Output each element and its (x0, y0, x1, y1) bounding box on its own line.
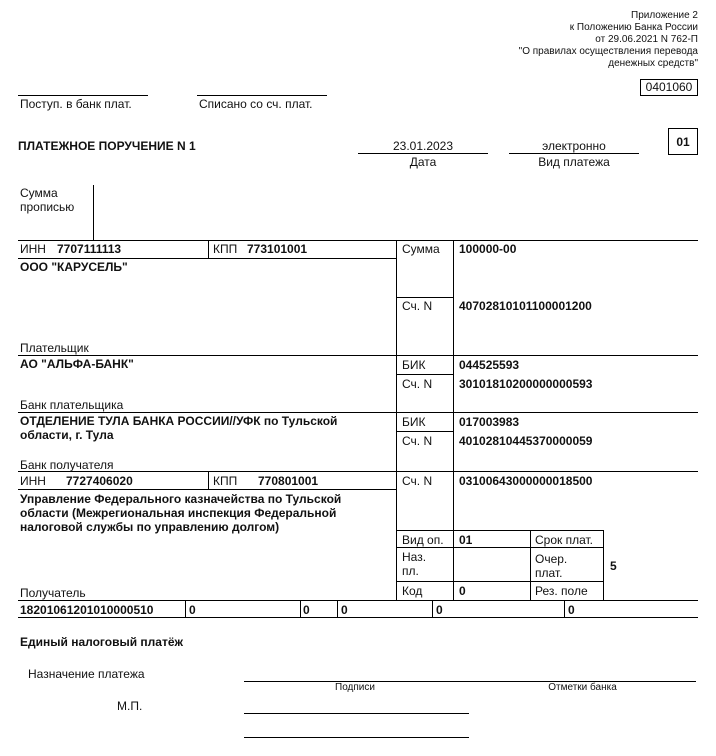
payee-bank-acc-label: Сч. N (402, 434, 433, 448)
grid-line (18, 617, 698, 618)
payee-bank-label: Банк получателя (20, 458, 114, 472)
grid-line (208, 471, 209, 489)
payee-bank-corr-account: 40102810445370000059 (459, 434, 593, 448)
grid-line (18, 355, 698, 356)
kbk: 18201061201010000510 (20, 603, 154, 617)
kod: 0 (459, 584, 466, 598)
payer-bank-name: АО "АЛЬФА-БАНК" (20, 357, 134, 371)
payer-bank-acc-label: Сч. N (402, 377, 433, 391)
payee-inn: 7727406020 (66, 474, 133, 488)
payment-kind: электронно (542, 139, 606, 153)
payer-bank-corr-account: 30101810200000000593 (459, 377, 593, 391)
amount-label: Сумма (402, 242, 440, 256)
payer-name: ООО "КАРУСЕЛЬ" (20, 260, 128, 274)
grid-line (185, 600, 186, 617)
basis: 0 (303, 603, 310, 617)
vid-op: 01 (459, 533, 473, 547)
amount-words-label: Сумма прописью (20, 186, 75, 214)
stamp-label: М.П. (117, 699, 143, 713)
payee-bank-bik: 017003983 (459, 415, 520, 429)
appendix-line: от 29.06.2021 N 762-П (595, 34, 698, 45)
grid-line (208, 240, 209, 258)
received-label: Поступ. в банк плат. (20, 97, 132, 111)
payee-bank-name: ОТДЕЛЕНИЕ ТУЛА БАНКА РОССИИ//УФК по Тульской области, г. Тула (20, 414, 338, 442)
form-code: 0401060 (645, 80, 693, 94)
payer-bank-bik-label: БИК (402, 358, 426, 372)
payment-kind-line (509, 153, 639, 154)
payer-inn: 7707111113 (57, 242, 122, 256)
amount-words-divider (93, 185, 94, 240)
grid-line (396, 374, 453, 375)
date-line (358, 153, 488, 154)
payee-kpp: 770801001 (258, 474, 319, 488)
payer-kpp-label: КПП (213, 242, 238, 256)
purpose-text: Единый налоговый платёж (20, 635, 184, 649)
srok-label: Срок плат. (535, 533, 594, 547)
amount-value: 100000-00 (459, 242, 517, 256)
grid-line (18, 489, 396, 490)
grid-line (530, 530, 531, 600)
grid-line (453, 240, 454, 600)
order-date: 23.01.2023 (392, 139, 454, 153)
grid-line (18, 600, 698, 601)
payer-account-label: Сч. N (402, 299, 433, 313)
signatures-label: Подписи (335, 682, 375, 693)
appendix-line: денежных средств" (608, 58, 698, 69)
status-code: 01 (676, 135, 690, 149)
grid-line (603, 530, 604, 600)
grid-line (396, 581, 604, 582)
form-code-box (640, 79, 698, 96)
grid-line (396, 530, 604, 531)
rez-label: Рез. поле (535, 584, 588, 598)
payer-kpp: 773101001 (247, 242, 308, 256)
payee-bank-bik-label: БИК (402, 415, 426, 429)
debited-label: Списано со сч. плат. (199, 97, 313, 111)
status-code-box (668, 128, 698, 155)
grid-line (18, 412, 698, 413)
payer-label: Плательщик (20, 341, 89, 355)
grid-line (300, 600, 301, 617)
grid-line (396, 547, 604, 548)
payer-bank-label: Банк плательщика (20, 398, 124, 412)
date-label: Дата (409, 155, 437, 169)
payee-inn-label: ИНН (20, 474, 46, 488)
grid-line (18, 240, 698, 241)
payment-kind-label: Вид платежа (538, 155, 610, 169)
ocher: 5 (610, 559, 617, 573)
purpose-label: Назначение платежа (28, 667, 145, 681)
payee-name: Управление Федерального казначейства по Тульской области (Межрегиональная инспекция Федеральной налоговой службы по управлению долгом) (20, 492, 342, 534)
debited-line (197, 95, 327, 96)
appendix-line: Приложение 2 (631, 10, 698, 21)
doc-date: 0 (568, 603, 575, 617)
payee-account-label: Сч. N (402, 474, 433, 488)
kod-label: Код (402, 584, 423, 598)
vid-op-label: Вид оп. (402, 533, 444, 547)
grid-line (432, 600, 433, 617)
grid-line (396, 240, 397, 600)
signature-line-2 (244, 737, 469, 738)
page-title: ПЛАТЕЖНОЕ ПОРУЧЕНИЕ N 1 (18, 139, 196, 153)
oktmo: 0 (189, 603, 196, 617)
payer-bank-bik: 044525593 (459, 358, 520, 372)
tax-period: 0 (341, 603, 348, 617)
appendix-line: "О правилах осуществления перевода (518, 46, 698, 57)
grid-line (18, 258, 396, 259)
doc-number: 0 (436, 603, 443, 617)
bank-marks-label: Отметки банка (548, 682, 617, 693)
ocher-label: Очер. плат. (535, 552, 568, 580)
appendix-line: к Положению Банка России (569, 22, 698, 33)
payee-label: Получатель (20, 586, 86, 600)
grid-line (337, 600, 338, 617)
naz-pl-label: Наз. пл. (402, 550, 427, 578)
payer-account: 40702810101100001200 (459, 299, 592, 313)
payee-kpp-label: КПП (213, 474, 238, 488)
grid-line (396, 431, 453, 432)
grid-line (564, 600, 565, 617)
payee-account: 03100643000000018500 (459, 474, 593, 488)
received-line (18, 95, 148, 96)
signature-line-1 (244, 713, 469, 714)
payer-inn-label: ИНН (20, 242, 46, 256)
grid-line (18, 471, 698, 472)
grid-line (396, 297, 453, 298)
